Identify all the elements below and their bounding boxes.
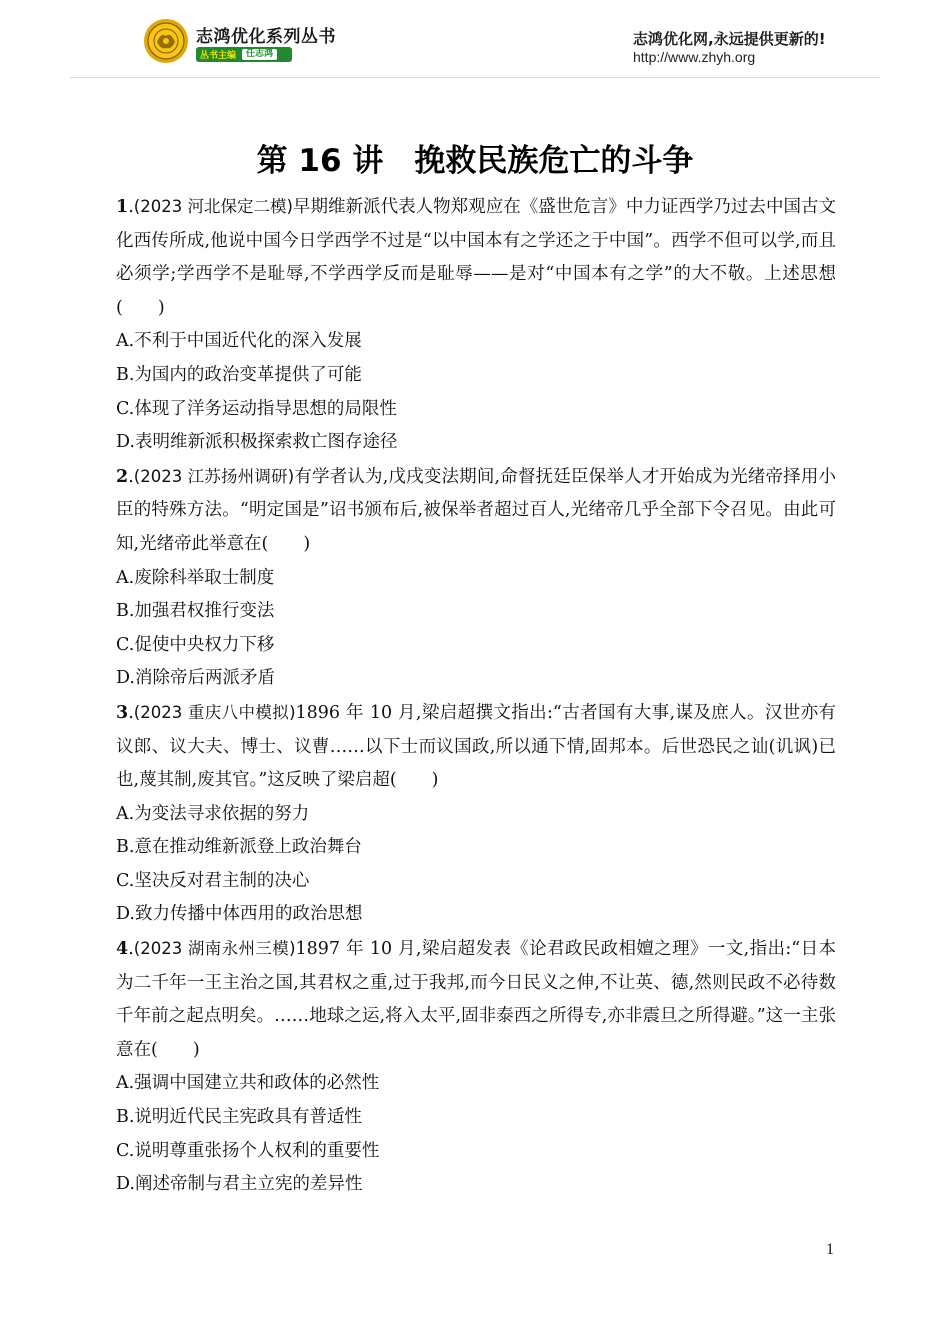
question-text: 1896 年 10 月,梁启超撰文指出:“古者国有大事,谋及庶人。汉世亦有议郎、议大夫、博士、议曹……以下士而议国政,所以通下情,固邦本。后世恐民之讪(讥讽)已也,蔑其制,废其官。”这反映了梁启超( ) — [116, 702, 836, 791]
book-seal-icon — [143, 18, 189, 64]
question-block — [116, 460, 836, 696]
question-source: (2023 江苏扬州调研) — [133, 466, 295, 486]
question-source: (2023 重庆八中模拟) — [133, 702, 296, 722]
page-header — [0, 0, 950, 78]
option-b: B.加强君权推行变法 — [116, 601, 275, 622]
question-source: (2023 河北保定二模) — [133, 197, 293, 216]
question-number: 4 — [116, 939, 129, 960]
question-number: 3 — [116, 702, 129, 723]
option-c: C.体现了洋务运动指导思想的局限性 — [116, 398, 397, 419]
option-a: A.强调中国建立共和政体的必然性 — [116, 1073, 380, 1094]
option-d: D.致力传播中体西用的政治思想 — [116, 904, 363, 925]
question-stem: 4.(2023 湖南永州三模)1897 年 10 月,梁启超发表《论君政民政相嬗之理》一文,指出:“日本为二千年一王主治之国,其君权之重,过于我邦,而今日民义之伸,不让英、德,然则民政不必待数千年前之起点明矣。……地球之运,将入太平,固非泰西之所得专,亦非震旦之所得避。”这一主张意在( ) — [116, 939, 836, 1060]
option-d: D.阐述帝制与君主立宪的差异性 — [116, 1174, 363, 1195]
question-block — [116, 190, 836, 460]
option-d: D.表明维新派积极探索救亡图存途径 — [116, 432, 398, 453]
question-source: (2023 湖南永州三模) — [133, 939, 296, 959]
question-block — [116, 932, 836, 1202]
page-title: 第 16 讲 挽救民族危亡的斗争 — [256, 143, 694, 179]
header-slogan: 志鸿优化网,永远提供更新的! — [633, 30, 826, 48]
question-stem: 3.(2023 重庆八中模拟)1896 年 10 月,梁启超撰文指出:“古者国有大事,谋及庶人。汉世亦有议郎、议大夫、博士、议曹……以下士而议国政,所以通下情,固邦本。后世恐民之讪(讥讽)已也,蔑其制,废其官。”这反映了梁启超( ) — [116, 702, 836, 791]
question-number: 1 — [116, 197, 129, 217]
header-divider — [70, 77, 880, 78]
question-block — [116, 696, 836, 932]
option-a: A.为变法寻求依据的努力 — [116, 803, 310, 824]
option-c: C.坚决反对君主制的决心 — [116, 870, 310, 891]
question-text: 有学者认为,戊戌变法期间,命督抚廷臣保举人才开始成为光绪帝择用小臣的特殊方法。“明定国是”诏书颁布后,被保举者超过百人,光绪帝几乎全部下令召见。由此可知,光绪帝此举意在( ) — [116, 466, 836, 554]
question-stem: 2.(2023 江苏扬州调研)有学者认为,戊戌变法期间,命督抚廷臣保举人才开始成为光绪帝择用小臣的特殊方法。“明定国是”诏书颁布后,被保举者超过百人,光绪帝几乎全部下令召见。由此可知,光绪帝此举意在( ) — [116, 466, 836, 554]
option-c: C.说明尊重张扬个人权利的重要性 — [116, 1140, 380, 1161]
header-url: http://www.zhyh.org — [633, 49, 756, 65]
question-number: 2 — [116, 466, 129, 487]
series-editor-label: 丛书主编 — [200, 51, 237, 61]
question-stem: 1.(2023 河北保定二模)早期维新派代表人物郑观应在《盛世危言》中力证西学乃过去中国古文化西传所成,他说中国今日学西学不过是“以中国本有之学还之于中国”。西学不但可以学,而且必须学;学西学不是耻辱,不学西学反而是耻辱——是对“中国本有之学”的大不敬。上述思想( ) — [116, 197, 836, 318]
question-text: 早期维新派代表人物郑观应在《盛世危言》中力证西学乃过去中国古文化西传所成,他说中国今日学西学不过是“以中国本有之学还之于中国”。西学不但可以学,而且必须学;学西学不是耻辱,不学西学反而是耻辱——是对“中国本有之学”的大不敬。上述思想( ) — [116, 197, 836, 318]
option-c: C.促使中央权力下移 — [116, 634, 275, 655]
option-d: D.消除帝后两派矛盾 — [116, 668, 275, 689]
brand-name: 志鸿优化系列丛书 — [196, 27, 336, 47]
question-list — [116, 190, 836, 1202]
series-editor-name: 任志鸿 — [242, 49, 277, 60]
question-text: 1897 年 10 月,梁启超发表《论君政民政相嬗之理》一文,指出:“日本为二千年一王主治之国,其君权之重,过于我邦,而今日民义之伸,不让英、德,然则民政不必待数千年前之起点明矣。……地球之运,将入太平,固非泰西之所得专,亦非震旦之所得避。”这一主张意在( ) — [116, 939, 836, 1060]
option-b: B.意在推动维新派登上政治舞台 — [116, 837, 362, 858]
page-number: 1 — [826, 1241, 834, 1258]
series-editor-bar — [196, 47, 292, 62]
option-a: A.不利于中国近代化的深入发展 — [116, 331, 362, 352]
option-b: B.为国内的政治变革提供了可能 — [116, 364, 362, 385]
option-a: A.废除科举取士制度 — [116, 567, 275, 588]
option-b: B.说明近代民主宪政具有普适性 — [116, 1107, 362, 1128]
